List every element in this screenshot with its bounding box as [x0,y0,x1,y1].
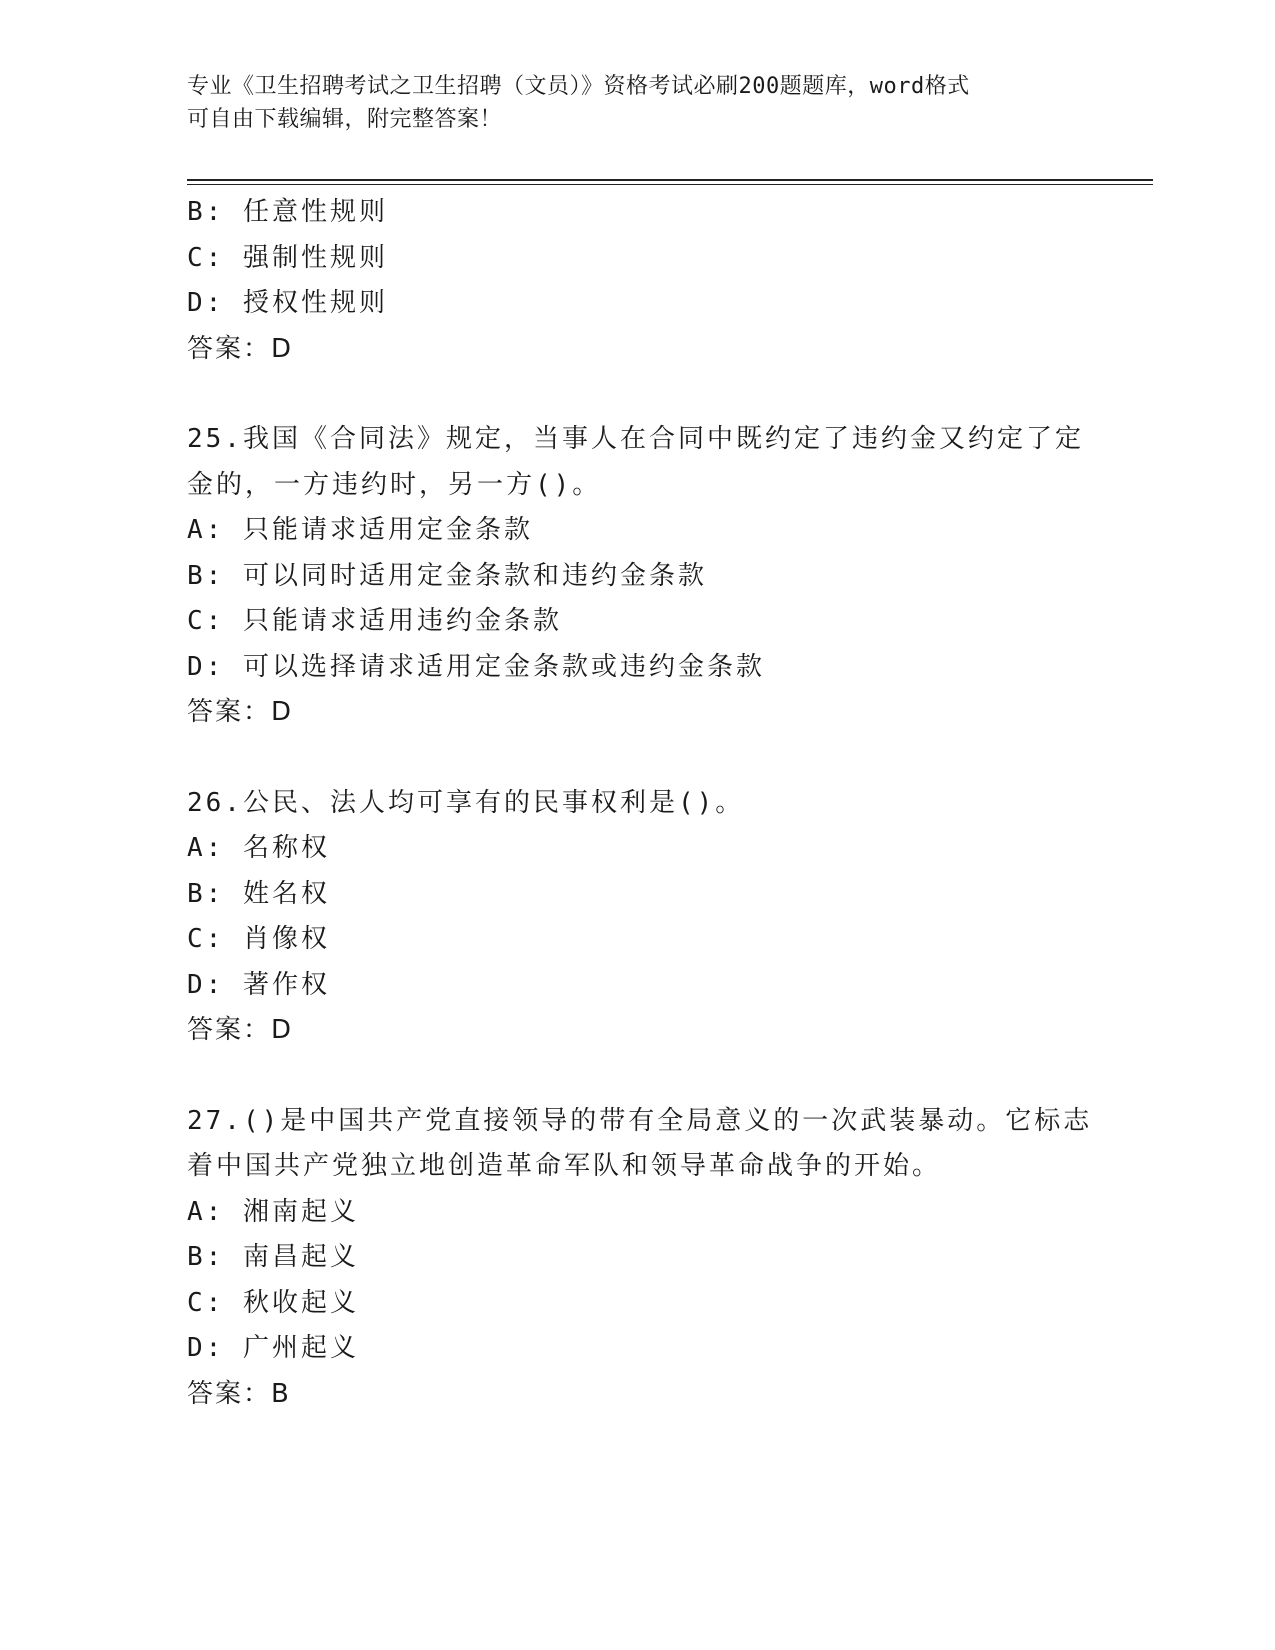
question-block-25 [187,417,1087,736]
spacer [187,736,1087,781]
answer-line: 答案：D [187,333,294,364]
question-text-line: 26.公民、法人均可享有的民事权利是()。 [187,787,745,818]
option-b: B: 南昌起义 [187,1242,359,1272]
question-block-26 [187,781,1087,1054]
prev-question-block [187,190,1087,372]
document-header [187,70,1087,136]
option-c: C: 秋收起义 [187,1287,359,1318]
option-b: B: 可以同时适用定金条款和违约金条款 [187,560,707,591]
option-a: A: 湘南起义 [187,1196,359,1227]
header-divider-thick [187,179,1153,181]
question-content [187,190,1093,1417]
question-block-27 [187,1099,1093,1418]
option-c: C: 肖像权 [187,924,330,954]
option-c: C: 只能请求适用违约金条款 [187,606,562,636]
answer-line: 答案：D [187,697,294,727]
question-text-line: 25.我国《合同法》规定，当事人在合同中既约定了违约金又约定了定 [187,424,1084,454]
option-d: D: 可以选择请求适用定金条款或违约金条款 [187,651,765,682]
option-b: B: 姓名权 [187,878,330,909]
spacer [187,1054,1087,1099]
question-text-line: 27.()是中国共产党直接领导的带有全局意义的一次武装暴动。它标志 [187,1105,1093,1136]
header-title-line-2: 可自由下载编辑，附完整答案！ [187,107,503,132]
option-a: A: 只能请求适用定金条款 [187,515,533,545]
option-d: D: 著作权 [187,969,330,1000]
option-b: B: 任意性规则 [187,197,388,227]
spacer [187,372,1087,417]
header-title-line-1: 专业《卫生招聘考试之卫生招聘（文员）》资格考试必刷200题题库，word格式 [187,74,970,99]
answer-line: 答案：B [187,1378,291,1409]
header-divider-thin [187,184,1153,185]
option-d: D: 广州起义 [187,1333,359,1363]
option-a: A: 名称权 [187,833,330,863]
option-d: D: 授权性规则 [187,288,388,318]
answer-line: 答案：D [187,1015,294,1045]
question-text-line: 金的，一方违约时，另一方()。 [187,469,602,500]
question-text-line: 着中国共产党独立地创造革命军队和领导革命战争的开始。 [187,1151,942,1181]
option-c: C: 强制性规则 [187,242,388,273]
